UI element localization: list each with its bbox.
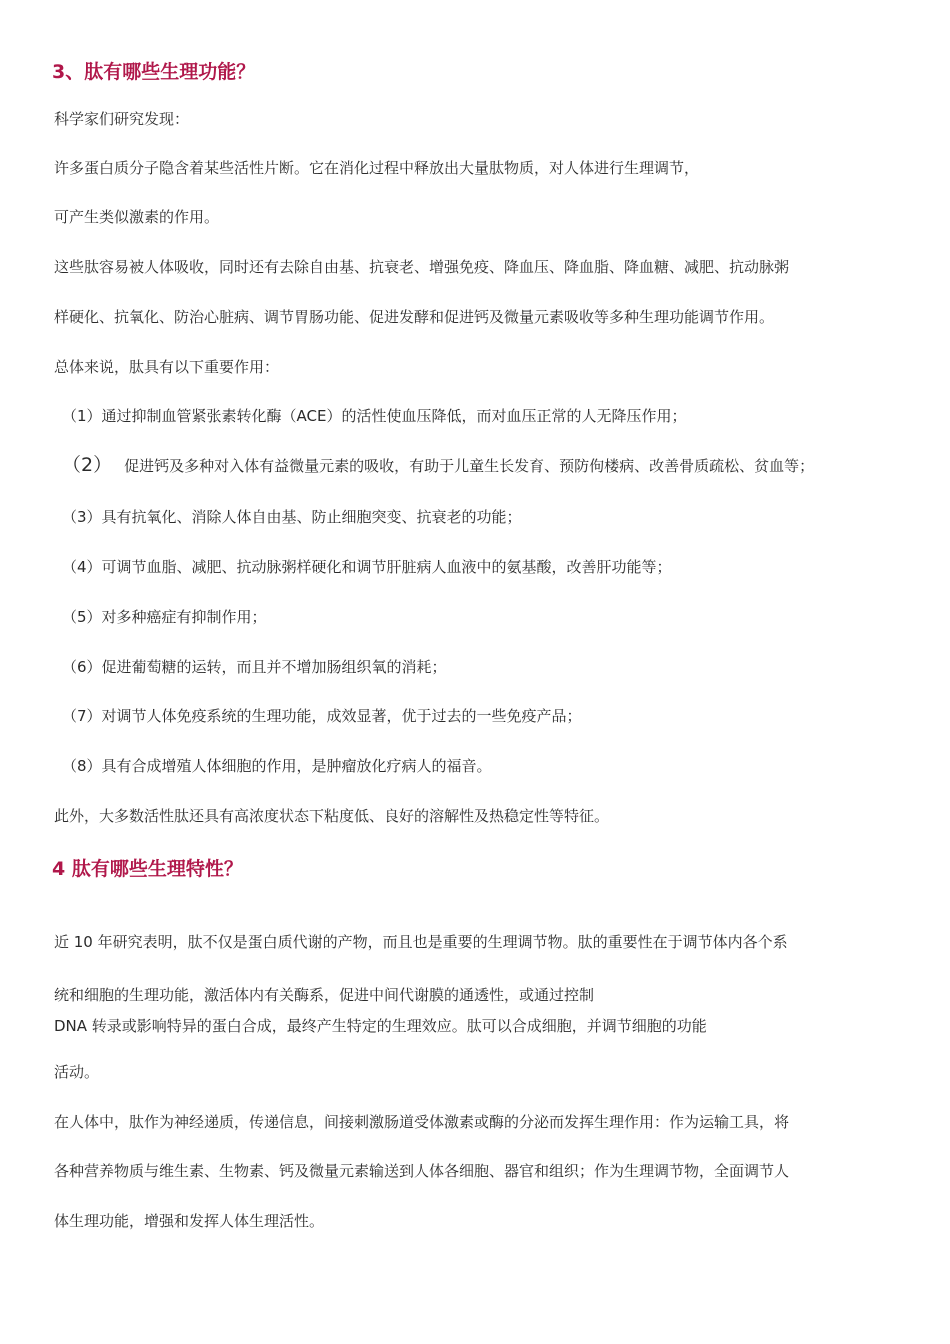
paragraph-line: 体生理功能，增强和发挥人体生理活性。 [54, 1212, 325, 1230]
section3-heading: 3、肽有哪些生理功能？ [52, 61, 256, 83]
paragraph-line: 许多蛋白质分子隐含着某些活性片断。它在消化过程中释放出大量肽物质，对人体进行生理调节， [54, 159, 700, 177]
paragraph-line: DNA 转录或影响特异的蛋白合成，最终产生特定的生理效应。肽可以合成细胞，并调节细胞的功能 [54, 1017, 707, 1035]
paragraph-line: 在人体中，肽作为神经递质，传递信息，间接刺激肠道受体激素或酶的分泌而发挥生理作用：作为运输工具，将 [54, 1113, 790, 1131]
list-item: （7）对调节人体免疫系统的生理功能，成效显著，优于过去的一些免疫产品； [62, 707, 582, 725]
list-item: （4）可调节血脂、减肥、抗动脉粥样硬化和调节肝脏病人血液中的氨基酸，改善肝功能等； [62, 558, 672, 576]
list-item [62, 455, 814, 476]
paragraph-line: 可产生类似激素的作用。 [54, 208, 220, 226]
list-item-text: 促进钙及多种对入体有益微量元素的吸收，有助于儿童生长发育、预防佝楼病、改善骨质疏松、贫血等； [124, 457, 815, 475]
paragraph-line: 科学家们研究发现： [54, 110, 190, 128]
paragraph-line: 样硬化、抗氧化、防治心脏病、调节胃肠功能、促进发酵和促进钙及微量元素吸收等多种生理功能调节作用。 [54, 308, 775, 326]
paragraph-line: 各种营养物质与维生素、生物素、钙及微量元素输送到人体各细胞、器官和组织；作为生理调节物，全面调节人 [54, 1162, 790, 1180]
paragraph-line: 活动。 [54, 1063, 100, 1081]
list-item: （5）对多种癌症有抑制作用； [62, 608, 267, 626]
list-item: （6）促进葡萄糖的运转，而且并不增加肠组织氧的消耗； [62, 658, 447, 676]
paragraph-line: 总体来说，肽具有以下重要作用： [54, 358, 280, 376]
paragraph-line: 近 10 年研究表明，肽不仅是蛋白质代谢的产物，而且也是重要的生理调节物。肽的重要性在于调节体内各个系 [54, 933, 788, 951]
section4-heading: 4 肽有哪些生理特性？ [52, 858, 243, 880]
paragraph-line: 此外，大多数活性肽还具有高浓度状态下粘度低、良好的溶解性及热稳定性等特征。 [54, 807, 610, 825]
paragraph-line: 统和细胞的生理功能，激活体内有关酶系，促进中间代谢膜的通透性，或通过控制 [54, 986, 595, 1004]
list-item-number: （2） [62, 454, 113, 476]
list-item: （3）具有抗氧化、消除人体自由基、防止细胞突变、抗衰老的功能； [62, 508, 522, 526]
list-item: （1）通过抑制血管紧张素转化酶（ACE）的活性使血压降低，而对血压正常的人无降压作用； [62, 407, 687, 425]
paragraph-line: 这些肽容易被人体吸收，同时还有去除自由基、抗衰老、增强免疫、降血压、降血脂、降血糖、减肥、抗动脉粥 [54, 258, 790, 276]
list-item: （8）具有合成增殖人体细胞的作用，是肿瘤放化疗病人的福音。 [62, 757, 492, 775]
